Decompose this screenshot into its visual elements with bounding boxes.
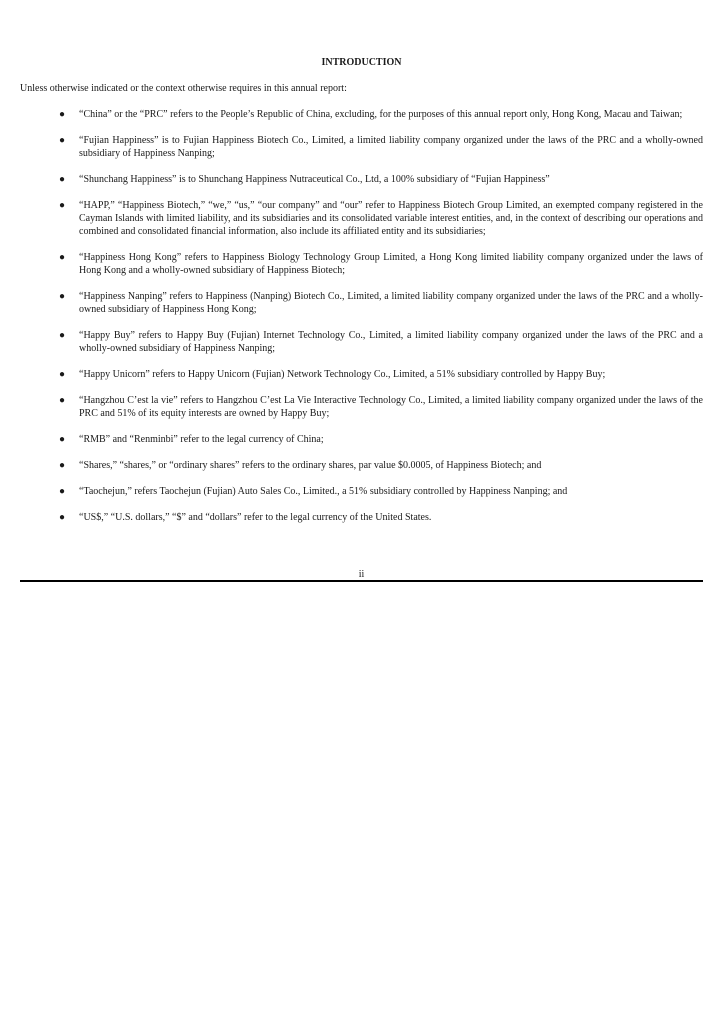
definition-item xyxy=(20,199,703,238)
bullet-icon: ● xyxy=(59,252,66,263)
bullet-icon: ● xyxy=(59,330,66,341)
section-title: INTRODUCTION xyxy=(321,57,402,68)
definition-text: “Taochejun,” refers Taochejun (Fujian) Auto Sales Co., Limited., a 51% subsidiary controlled by Happiness Nanping; and xyxy=(79,486,568,497)
definition-item xyxy=(20,394,703,420)
definition-text: “Happiness Hong Kong” refers to Happiness Biology Technology Group Limited, a Hong Kong limited liability company organized under the laws of Hong Kong and a wholly-owned subsidiary of Happiness Biotech; xyxy=(79,252,703,276)
definition-text: “Shunchang Happiness” is to Shunchang Happiness Nutraceutical Co., Ltd, a 100% subsidiary of “Fujian Happiness” xyxy=(79,174,550,185)
definition-item xyxy=(20,511,703,524)
definition-text: “Shares,” “shares,” or “ordinary shares” refers to the ordinary shares, par value $0.0005, of Happiness Biotech; and xyxy=(79,460,542,471)
definition-item xyxy=(20,459,703,472)
footer-rule xyxy=(20,580,703,582)
bullet-icon: ● xyxy=(59,434,66,445)
definition-text: “Happy Buy” refers to Happy Buy (Fujian) Internet Technology Co., Limited, a limited liability company organized under the laws of the PRC and a wholly-owned subsidiary of Happiness Nanping; xyxy=(79,330,703,354)
definition-text: “HAPP,” “Happiness Biotech,” “we,” “us,” “our company” and “our” refer to Happiness Biotech Group Limited, an exempted company registered in the Cayman Islands with limited liability, and its subsidiaries and its consolidated variable interest entities, and, in the context of describing our operations and combined and consolidated financial information, also include its affiliated entity and its subsidiaries; xyxy=(79,200,703,237)
bullet-icon: ● xyxy=(59,135,66,146)
bullet-icon: ● xyxy=(59,291,66,302)
definition-text: “US$,” “U.S. dollars,” “$” and “dollars” refer to the legal currency of the United States. xyxy=(79,512,432,523)
definition-text: “Fujian Happiness” is to Fujian Happiness Biotech Co., Limited, a limited liability company organized under the laws of the PRC and a wholly-owned subsidiary of Happiness Nanping; xyxy=(79,135,703,159)
bullet-icon: ● xyxy=(59,512,66,523)
definitions-list xyxy=(20,108,703,537)
definition-item xyxy=(20,134,703,160)
definition-item xyxy=(20,251,703,277)
definition-item xyxy=(20,329,703,355)
definition-text: “Happiness Nanping” refers to Happiness (Nanping) Biotech Co., Limited, a limited liability company organized under the laws of the PRC and a wholly-owned subsidiary of Happiness Hong Kong; xyxy=(79,291,703,315)
intro-paragraph: Unless otherwise indicated or the context otherwise requires in this annual report: xyxy=(20,83,347,94)
definition-item xyxy=(20,368,703,381)
bullet-icon: ● xyxy=(59,395,66,406)
definition-item xyxy=(20,433,703,446)
definition-item xyxy=(20,173,703,186)
definition-text: “China” or the “PRC” refers to the People’s Republic of China, excluding, for the purposes of this annual report only, Hong Kong, Macau and Taiwan; xyxy=(79,109,683,120)
definition-text: “Happy Unicorn” refers to Happy Unicorn (Fujian) Network Technology Co., Limited, a 51% subsidiary controlled by Happy Buy; xyxy=(79,369,606,380)
bullet-icon: ● xyxy=(59,200,66,211)
bullet-icon: ● xyxy=(59,174,66,185)
bullet-icon: ● xyxy=(59,460,66,471)
definition-item xyxy=(20,108,703,121)
definition-item xyxy=(20,290,703,316)
bullet-icon: ● xyxy=(59,369,66,380)
definition-text: “RMB” and “Renminbi” refer to the legal currency of China; xyxy=(79,434,324,445)
definition-text: “Hangzhou C’est la vie” refers to Hangzhou C’est La Vie Interactive Technology Co., Limited, a limited liability company organized under the laws of the PRC and 51% of its equity interests are owned by Happy Buy; xyxy=(79,395,703,419)
bullet-icon: ● xyxy=(59,486,66,497)
page-number: ii xyxy=(358,569,365,580)
bullet-icon: ● xyxy=(59,109,66,120)
definition-item xyxy=(20,485,703,498)
